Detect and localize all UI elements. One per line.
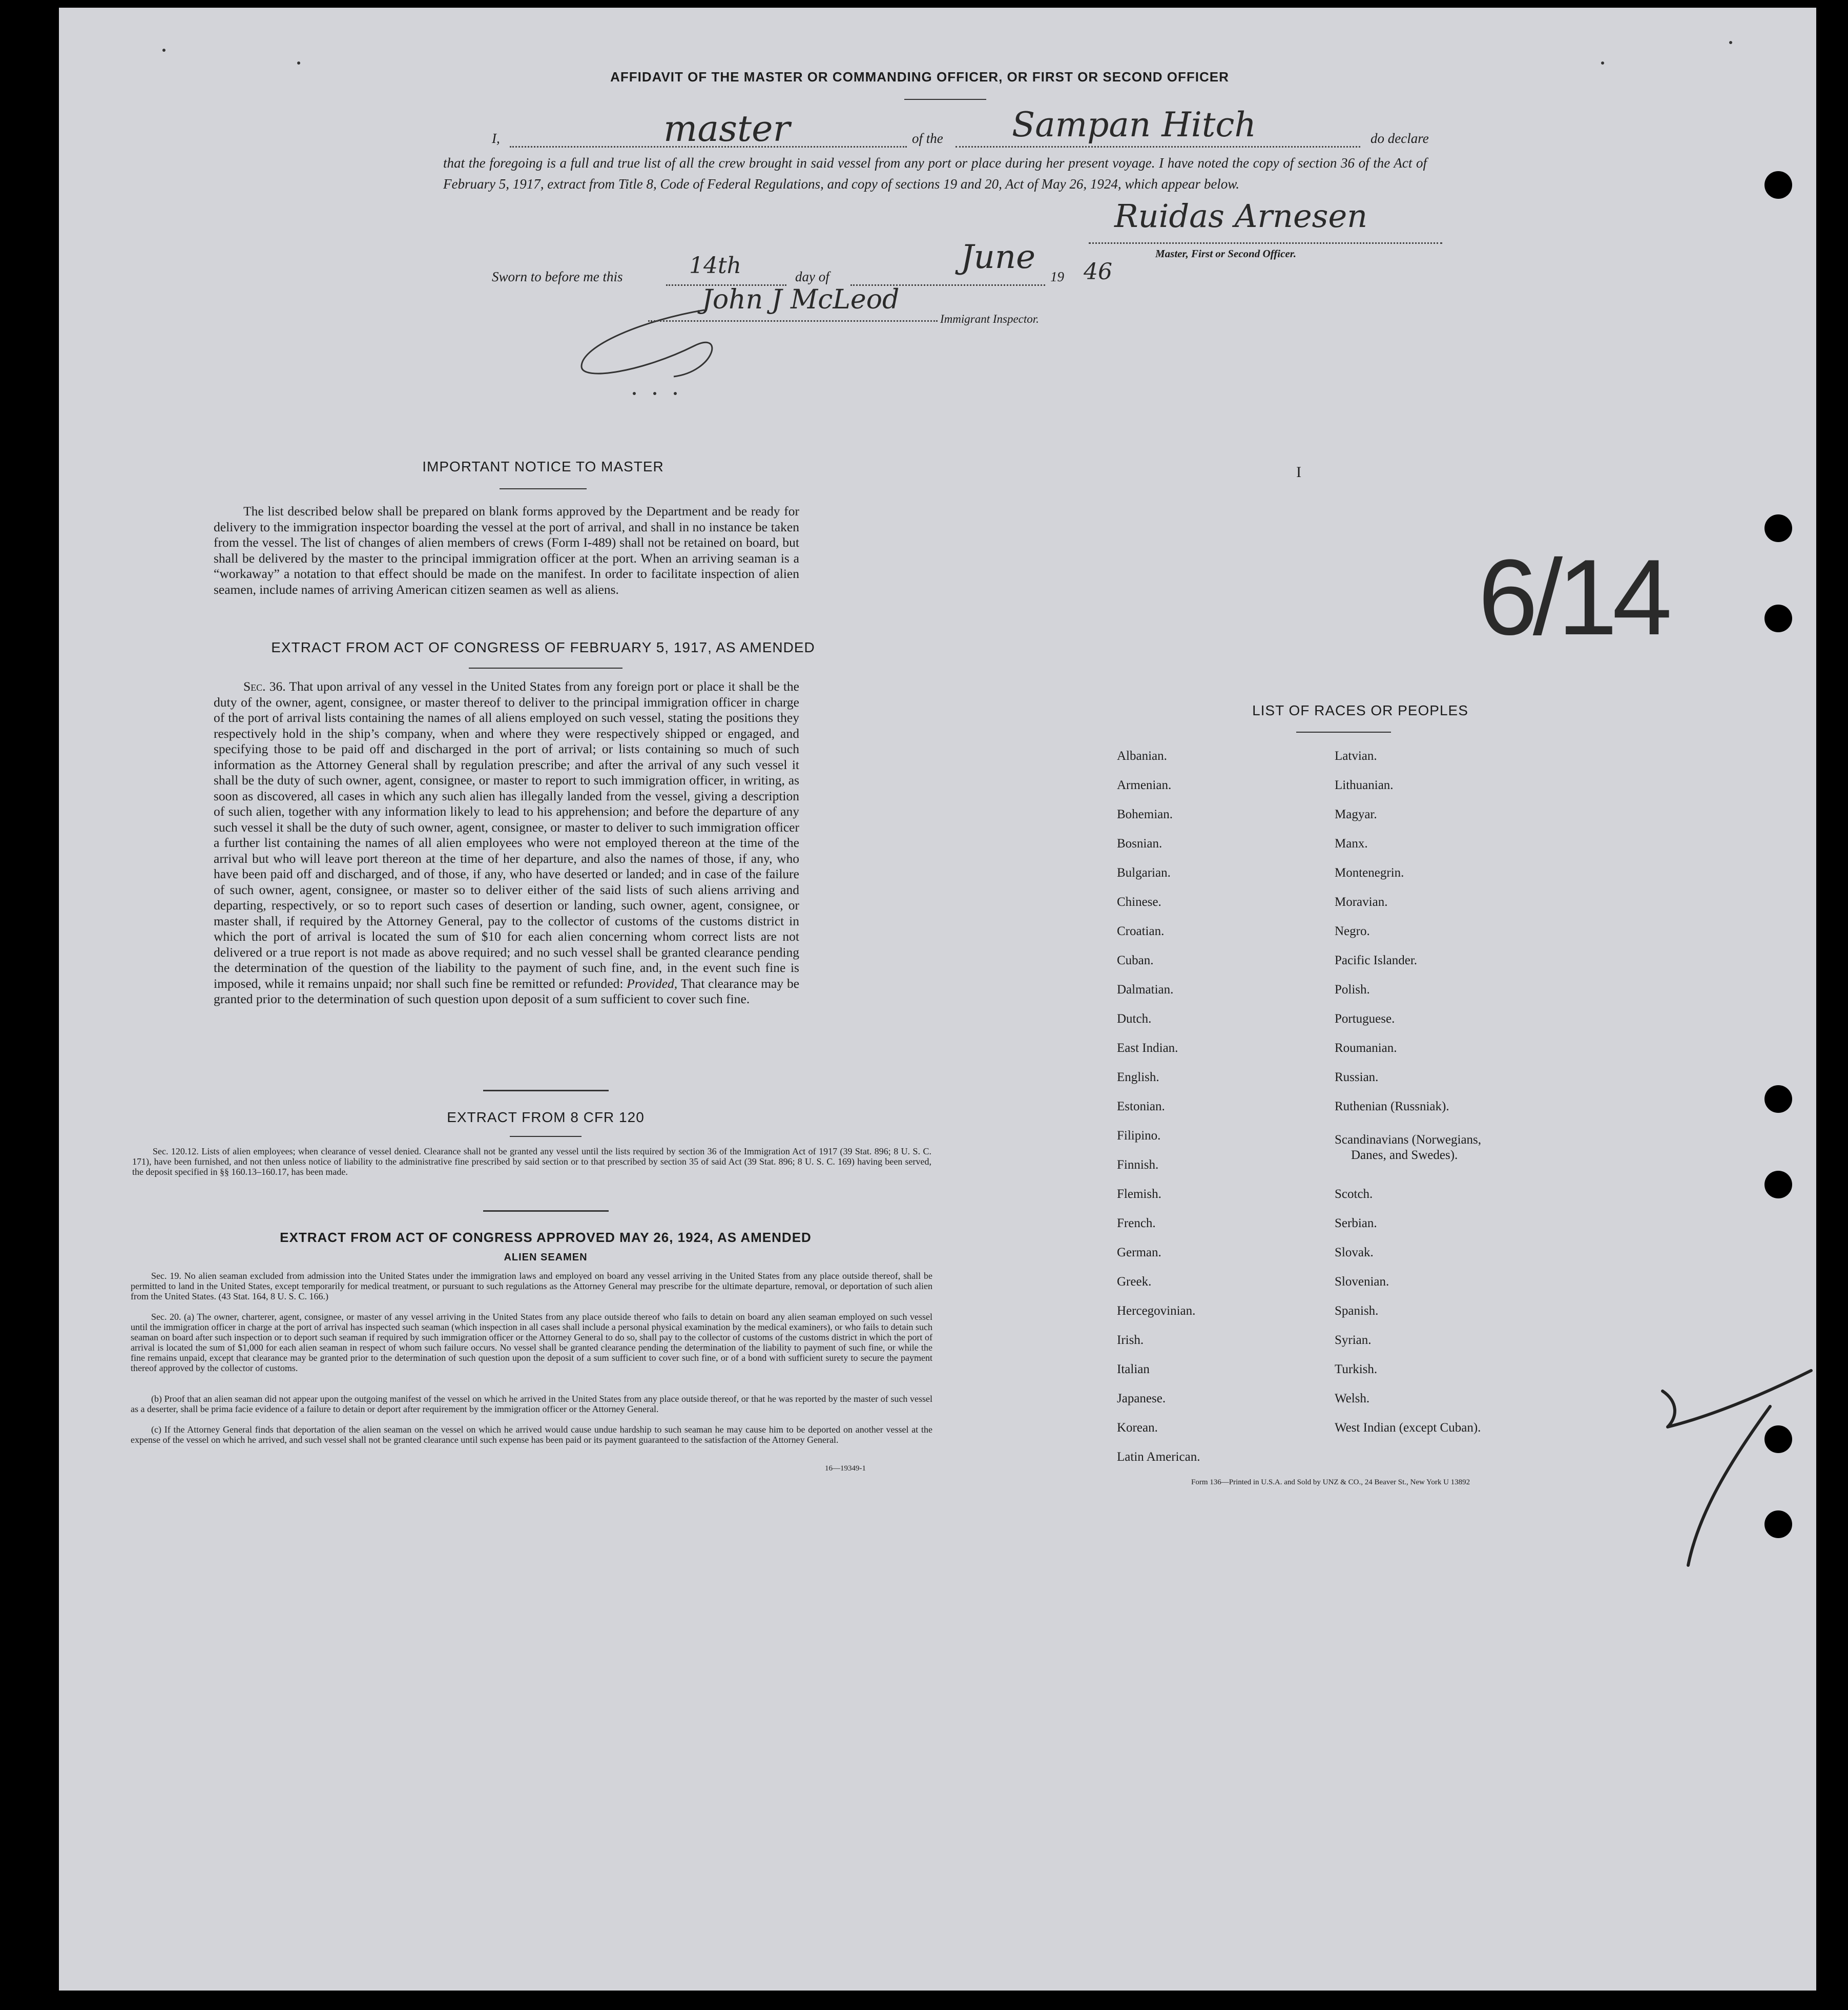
- race-left: Dutch.: [1117, 1012, 1152, 1026]
- race-left: Filipino.: [1117, 1129, 1161, 1143]
- form-code: 16—19349-1: [825, 1464, 866, 1473]
- race-right: West Indian (except Cuban).: [1335, 1421, 1481, 1435]
- extract-1917-title-rule: [469, 668, 622, 669]
- section-divider-2: [483, 1210, 609, 1212]
- race-left: Bulgarian.: [1117, 866, 1171, 880]
- extract-1917-body: [214, 679, 799, 1007]
- affidavit-line1-of: of the: [912, 131, 943, 146]
- handwritten-day: 14th: [689, 253, 742, 279]
- master-signature: Ruidas Arnesen: [1114, 197, 1368, 235]
- handwritten-year: 46: [1084, 259, 1112, 285]
- inspector-caption: Immigrant Inspector.: [940, 313, 1039, 325]
- extract-1917-proviso-rest: That clearance may be granted prior to the determination of such question upon deposit of a sum sufficient to cover such fine.: [214, 976, 800, 1006]
- handwritten-date: 6/14: [1478, 537, 1667, 657]
- printer-footer: Form 136—Printed in U.S.A. and Sold by UNZ & CO., 24 Beaver St., New York U 13892: [1191, 1478, 1470, 1486]
- race-left: Italian: [1117, 1362, 1150, 1376]
- punch-hole: [1764, 514, 1792, 542]
- scan-speck: [653, 392, 656, 395]
- race-right: Scotch.: [1335, 1187, 1373, 1201]
- race-left: Japanese.: [1117, 1392, 1166, 1405]
- extract-1917-sec-label: Sec. 36.: [243, 679, 286, 694]
- notice-body: The list described below shall be prepared on blank forms approved by the Department and be ready for delivery to the immigration inspector boarding the vessel at the port of arrival, and shall in no instance be taken from the vessel. The list of changes of alien members of crews (Form I-489) shall not be retained on board, but shall be delivered by the master to the principal immigration officer at the port. When an arriving seaman is a “workaway” a notation to that effect should be made on the manifest. In order to facilitate inspection of alien seamen, include names of arriving American citizen seamen as well as aliens.: [214, 504, 799, 597]
- affidavit-vessel-line: [956, 146, 1360, 148]
- punch-hole: [1764, 605, 1792, 632]
- race-left: Greek.: [1117, 1275, 1152, 1289]
- race-right: Slovenian.: [1335, 1275, 1389, 1289]
- race-right: Montenegrin.: [1335, 866, 1404, 880]
- punch-hole: [1764, 1425, 1792, 1453]
- affidavit-line1-suffix: do declare: [1371, 131, 1429, 146]
- inspector-signature-flourish: [571, 300, 838, 382]
- race-left: Dalmatian.: [1117, 983, 1174, 997]
- scan-speck: [297, 61, 300, 65]
- race-right: Spanish.: [1335, 1304, 1379, 1318]
- extract-1924-sec20a: Sec. 20. (a) The owner, charterer, agent, consignee, or master of any vessel arriving in the United States from any place outside thereof who fails to detain on board any alien seaman employed on such vessel until the immigration officer in charge at the port of arrival has inspected such seaman (which inspection in all cases shall include a personal physical examination by the medical examiners), or who fails to detain such seaman on board after such inspection or to deport such seaman if required by such immigration officer or the Attorney General to do so, shall pay to the collector of customs of the customs district in which the port of arrival is located the sum of $1,000 for each alien seaman in respect of whom such failure occurs. No vessel shall be granted clearance pending the determination of the liability to payment of such fine, or while the fine remains unpaid, except that clearance may be granted prior to the determination of such question upon the deposit of a sum sufficient to cover such fine, or of a bond with sufficient surety to secure the payment thereof approved by the collector of customs.: [131, 1312, 932, 1373]
- race-left: Bohemian.: [1117, 807, 1173, 821]
- handwritten-name: master: [663, 108, 791, 150]
- scan-speck: [1729, 41, 1732, 44]
- handwritten-vessel: Sampan Hitch: [1012, 105, 1256, 144]
- race-right: Manx.: [1335, 837, 1368, 851]
- race-right: Serbian.: [1335, 1216, 1377, 1230]
- extract-cfr-title-rule: [510, 1136, 582, 1137]
- affidavit-title: AFFIDAVIT OF THE MASTER OR COMMANDING OFFICER, OR FIRST OR SECOND OFFICER: [610, 69, 1229, 85]
- race-right: Roumanian.: [1335, 1041, 1397, 1055]
- scan-speck: [674, 392, 677, 395]
- races-title: LIST OF RACES OR PEOPLES: [1252, 702, 1468, 718]
- scan-speck: [162, 49, 165, 52]
- race-right: Negro.: [1335, 924, 1370, 938]
- handwritten-month: June: [961, 238, 1035, 276]
- race-right: Polish.: [1335, 983, 1370, 997]
- races-title-rule: [1296, 732, 1391, 733]
- affidavit-body: that the foregoing is a full and true list of all the crew brought in said vessel from any port or place during her present voyage. I have noted the copy of section 36 of the Act of February 5, 1917, extract from Title 8, Code of Federal Regulations, and copy of sections 19 and 20, Act of May 26, 1924, which appear below.: [443, 155, 1427, 192]
- inspector-signature: John J McLeod: [702, 284, 900, 315]
- scan-speck: [633, 392, 636, 395]
- race-right: Lithuanian.: [1335, 778, 1394, 792]
- race-right: Latvian.: [1335, 749, 1377, 763]
- race-right: Pacific Islander.: [1335, 954, 1418, 967]
- race-left: Korean.: [1117, 1421, 1158, 1435]
- handwritten-mark-stroke: [1647, 1360, 1816, 1576]
- master-signature-line: [1089, 242, 1442, 244]
- extract-cfr-body: Sec. 120.12. Lists of alien employees; when clearance of vessel denied. Clearance shall not be granted any vessel until the lists required by section 36 of the Immigration Act of 1917 (39 Stat. 896; 8 U. S. C. 171), have been furnished, and not then unless notice of liability to the administrative fine prescribed by said section or to that prescribed by section 35 of said Act (39 Stat. 896; 8 U. S. C. 169) having been served, the deposit specified in §§ 160.13–160.17, has been made.: [132, 1146, 931, 1177]
- race-left: Hercegovinian.: [1117, 1304, 1196, 1318]
- race-right: Moravian.: [1335, 895, 1388, 909]
- extract-1924-sec19: Sec. 19. No alien seaman excluded from admission into the United States under the immigration laws and employed on board any vessel arriving in the United States from any place outside thereof, shall be permitted to land in the United States, except temporarily for medical treatment, or pursuant to such regulations as the Attorney General may prescribe for the ultimate departure, removal, or deportation of such alien from the United States. (43 Stat. 164, 8 U. S. C. 166.): [131, 1271, 932, 1301]
- document-sheet: [59, 8, 1816, 1991]
- race-left: German.: [1117, 1246, 1161, 1259]
- extract-1924-title: EXTRACT FROM ACT OF CONGRESS APPROVED MAY 26, 1924, AS AMENDED: [280, 1230, 812, 1245]
- race-left: Cuban.: [1117, 954, 1154, 967]
- sworn-prefix: Sworn to before me this: [492, 269, 623, 284]
- race-left: French.: [1117, 1216, 1156, 1230]
- race-right: Portuguese.: [1335, 1012, 1395, 1026]
- punch-hole: [1764, 1171, 1792, 1198]
- handwritten-mark: [1647, 1360, 1816, 1578]
- extract-1924-sec20c: (c) If the Attorney General finds that deportation of the alien seaman on the vessel on which he arrived would cause undue hardship to such seaman he may cause him to be deported on another vessel at the expense of the vessel on which he arrived, and such vessel shall not be granted clearance until such expense has been paid or its payment guaranteed to the satisfaction of the Attorney General.: [131, 1424, 932, 1445]
- race-left: Estonian.: [1117, 1100, 1165, 1113]
- punch-hole: [1764, 1085, 1792, 1113]
- race-left: Latin American.: [1117, 1450, 1200, 1464]
- race-right: Magyar.: [1335, 807, 1377, 821]
- race-right: Danes, and Swedes).: [1351, 1148, 1458, 1162]
- race-left: English.: [1117, 1070, 1159, 1084]
- race-left: Irish.: [1117, 1333, 1144, 1347]
- affidavit-line1-prefix: I,: [492, 131, 500, 146]
- extract-cfr-title: EXTRACT FROM 8 CFR 120: [447, 1109, 645, 1125]
- extract-1917-title: EXTRACT FROM ACT OF CONGRESS OF FEBRUARY 5, 1917, AS AMENDED: [271, 639, 815, 655]
- race-left: Armenian.: [1117, 778, 1172, 792]
- roman-mark: I: [1296, 464, 1301, 481]
- master-caption: Master, First or Second Officer.: [1155, 247, 1296, 260]
- race-right: Scandinavians (Norwegians,: [1335, 1133, 1482, 1147]
- race-left: Croatian.: [1117, 924, 1165, 938]
- race-left: Finnish.: [1117, 1158, 1159, 1172]
- race-right: Ruthenian (Russniak).: [1335, 1100, 1449, 1113]
- race-right: Slovak.: [1335, 1246, 1374, 1259]
- race-right: Welsh.: [1335, 1392, 1370, 1405]
- extract-1917-text: That upon arrival of any vessel in the United States from any foreign port or place it shall be the duty of the owner, agent, consignee, or master thereof to deliver to the principal immigration officer in charge of the port of arrival lists containing the names of all aliens employed on such vessel, stating the positions they respectively hold in the ship’s company, when and where they were respectively shipped or engaged, and specifying those to be paid off and discharged in the port of arrival; or lists containing so much of such information as the Attorney General shall by regulation prescribe; and after the arrival of any such vessel it shall be the duty of such owner, agent, consignee, or master to report to such immigration officer, in writing, as soon as discovered, all cases in which any such alien has illegally landed from the vessel, giving a description of such alien, together with any information likely to lead to his apprehension; and before the departure of any such vessel it shall be the duty of such owner, agent, consignee, or master to deliver to such immigration officer a further list containing the names of all alien employees who were not employed thereon at the time of the arrival but who will leave port thereon at the time of her departure, and also the names of those, if any, who have been paid off and discharged, and of those, if any, who have deserted or landed; and in case of the failure of such owner, agent, consignee, or master so to deliver either of the said lists of such aliens arriving and departing, respectively, or so to report such cases of desertion or landing, such owner, agent, consignee, or master shall, if required by the Attorney General, pay to the collector of customs of the customs district in which the port of arrival is located the sum of $10 for each alien concerning whom correct lists are not delivered or a true report is not made as above required; and no such vessel shall be granted clearance pending the determination of the question of the liability to the payment of such fine, and, in the event such fine is imposed, while it remains unpaid; nor shall such fine be remitted or refunded:: [214, 679, 799, 991]
- race-right: Syrian.: [1335, 1333, 1372, 1347]
- race-left: Bosnian.: [1117, 837, 1162, 851]
- scan-speck: [1601, 61, 1604, 65]
- sworn-year-prefix: 19: [1050, 269, 1064, 284]
- inspector-signature-line: [648, 320, 938, 322]
- punch-hole: [1764, 1510, 1792, 1538]
- race-right: Turkish.: [1335, 1362, 1378, 1376]
- extract-1917-proviso: Provided,: [627, 976, 678, 991]
- extract-1924-subtitle: ALIEN SEAMEN: [504, 1252, 588, 1263]
- race-left: East Indian.: [1117, 1041, 1178, 1055]
- race-right: Russian.: [1335, 1070, 1379, 1084]
- race-left: Chinese.: [1117, 895, 1161, 909]
- race-left: Flemish.: [1117, 1187, 1161, 1201]
- extract-1924-sec20b: (b) Proof that an alien seaman did not appear upon the outgoing manifest of the vessel on which he arrived in the United States from any place outside thereof, or that he was reported by the master of such vessel as a deserter, shall be prima facie evidence of a failure to detain or deport after requirement by the immigration officer or the Attorney General.: [131, 1394, 932, 1414]
- section-divider-1: [483, 1090, 609, 1091]
- sworn-day-label: day of: [795, 269, 829, 284]
- punch-hole: [1764, 171, 1792, 199]
- notice-title: IMPORTANT NOTICE TO MASTER: [422, 459, 664, 474]
- notice-title-rule: [500, 488, 587, 489]
- affidavit-title-rule: [904, 99, 986, 100]
- race-left: Albanian.: [1117, 749, 1167, 763]
